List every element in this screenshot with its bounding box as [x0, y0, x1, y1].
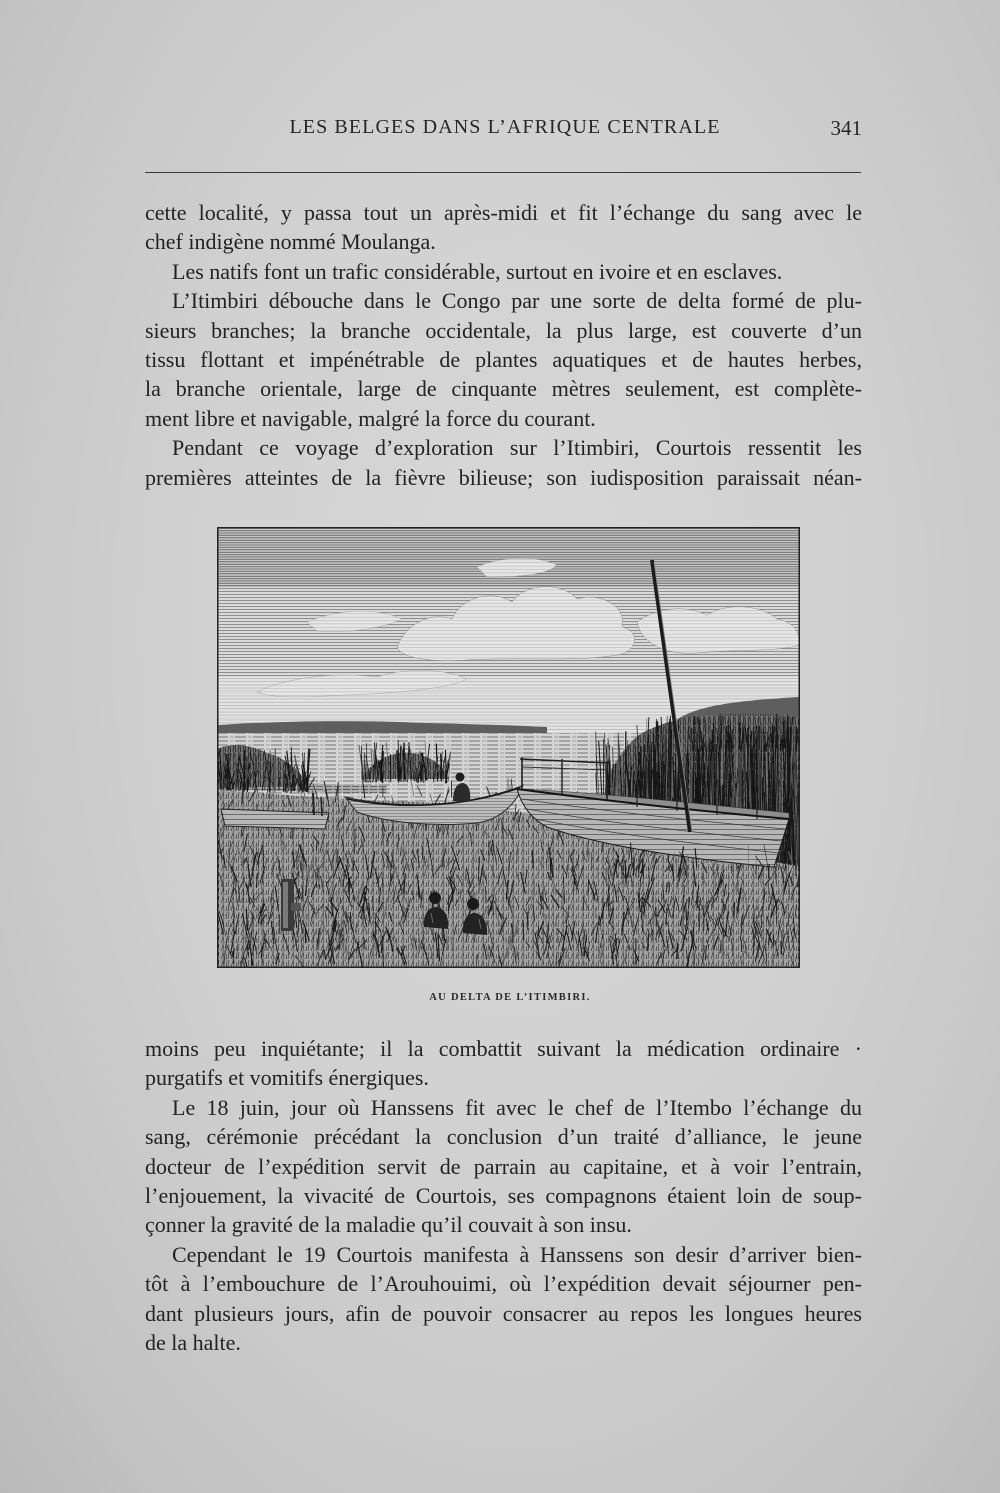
reed-stroke	[739, 723, 740, 748]
text-line: de la halte.	[145, 1329, 241, 1355]
paragraph	[145, 198, 862, 257]
grass-blade	[247, 848, 248, 867]
paragraph	[145, 1093, 862, 1240]
grass-blade	[447, 936, 448, 950]
grass-blade	[281, 836, 282, 850]
grass-blade	[254, 893, 255, 902]
header-rule	[145, 172, 861, 173]
text-line: sieurs branches; la branche occidentale, la plus large, est couverte d’un	[145, 317, 862, 343]
grass-blade	[677, 944, 678, 959]
grass-blade	[496, 895, 497, 914]
page-number: 341	[830, 116, 862, 140]
text-line: l’enjouement, la vivacité de Courtois, ses compagnons étaient loin de soup-	[145, 1182, 862, 1208]
paragraph	[145, 1034, 862, 1093]
text-line: tissu flottant et impénétrable de plantes aquatiques et de hautes herbes,	[145, 346, 862, 372]
grass-blade	[769, 864, 770, 877]
text-line: Les natifs font un trafic considérable, surtout en ivoire et en esclaves.	[172, 258, 783, 284]
grass-blade	[734, 903, 735, 917]
paragraph	[145, 257, 862, 286]
text-line: L’Itimbiri débouche dans le Congo par une sorte de delta formé de plu-	[172, 288, 862, 314]
text-line: moins peu inquiétante; il la combattit suivant la médication ordinaire ·	[145, 1036, 862, 1061]
grass-blade	[270, 791, 271, 799]
reed-stroke	[386, 761, 387, 781]
text-line: tôt à l’embouchure de l’Arouhouimi, où l’expédition devait séjourner pen-	[145, 1271, 862, 1297]
figure-engraving	[217, 527, 800, 968]
text-line: ment libre et navigable, malgré la force du courant.	[145, 405, 596, 431]
text-line: docteur de l’expédition servit de parrain au capitaine, et à voir l’entrain,	[145, 1153, 862, 1179]
grass-blade	[317, 842, 318, 850]
text-line: premières atteintes de la fièvre bilieuse; son iudisposition paraissait néan-	[145, 464, 862, 490]
text-line: la branche orientale, large de cinquante mètres seulement, est complète-	[145, 376, 862, 402]
text-line: Cependant le 19 Courtois manifesta à Hanssens son desir d’arriver bien-	[172, 1241, 862, 1267]
grass-blade	[549, 904, 550, 921]
grass-blade	[634, 859, 635, 874]
text-line: çonner la gravité de la maladie qu’il couvait à son insu.	[145, 1212, 632, 1238]
paragraph	[145, 1240, 862, 1358]
reed-stroke	[785, 736, 786, 748]
grass-blade	[422, 846, 423, 858]
text-block-before-figure	[145, 198, 862, 492]
text-line: chef indigène nommé Moulanga.	[145, 229, 436, 255]
grass-blade	[649, 867, 650, 881]
figure-caption: AU DELTA DE L’ITIMBIRI.	[429, 992, 591, 1003]
text-line: purgatifs et vomitifs énergiques.	[145, 1065, 429, 1091]
running-head: LES BELGES DANS L’AFRIQUE CENTRALE	[289, 116, 721, 138]
text-line: sang, cérémonie précédant la conclusion d’un traité d’alliance, le jeune	[145, 1124, 862, 1150]
text-line: Le 18 juin, jour où Hanssens fit avec le chef de l’Itembo l’échange du	[172, 1094, 862, 1120]
reed-stroke	[227, 769, 228, 793]
text-line: Pendant ce voyage d’exploration sur l’Itimbiri, Courtois ressentit les	[172, 435, 862, 461]
reed-stroke	[364, 753, 365, 782]
paragraph	[145, 286, 862, 433]
text-line: cette localité, y passa tout un après-midi et fit l’échange du sang avec le	[145, 200, 862, 225]
grass-blade	[234, 949, 235, 958]
engraving-illustration	[217, 527, 800, 968]
grass-blade	[486, 887, 487, 904]
paragraph	[145, 433, 862, 492]
sky	[217, 527, 800, 732]
grass-blade	[308, 911, 309, 927]
text-block-after-figure	[145, 1034, 862, 1357]
grass-blade	[527, 912, 528, 930]
text-line: dant plusieurs jours, afin de pouvoir consacrer au repos les longues heures	[145, 1300, 862, 1326]
